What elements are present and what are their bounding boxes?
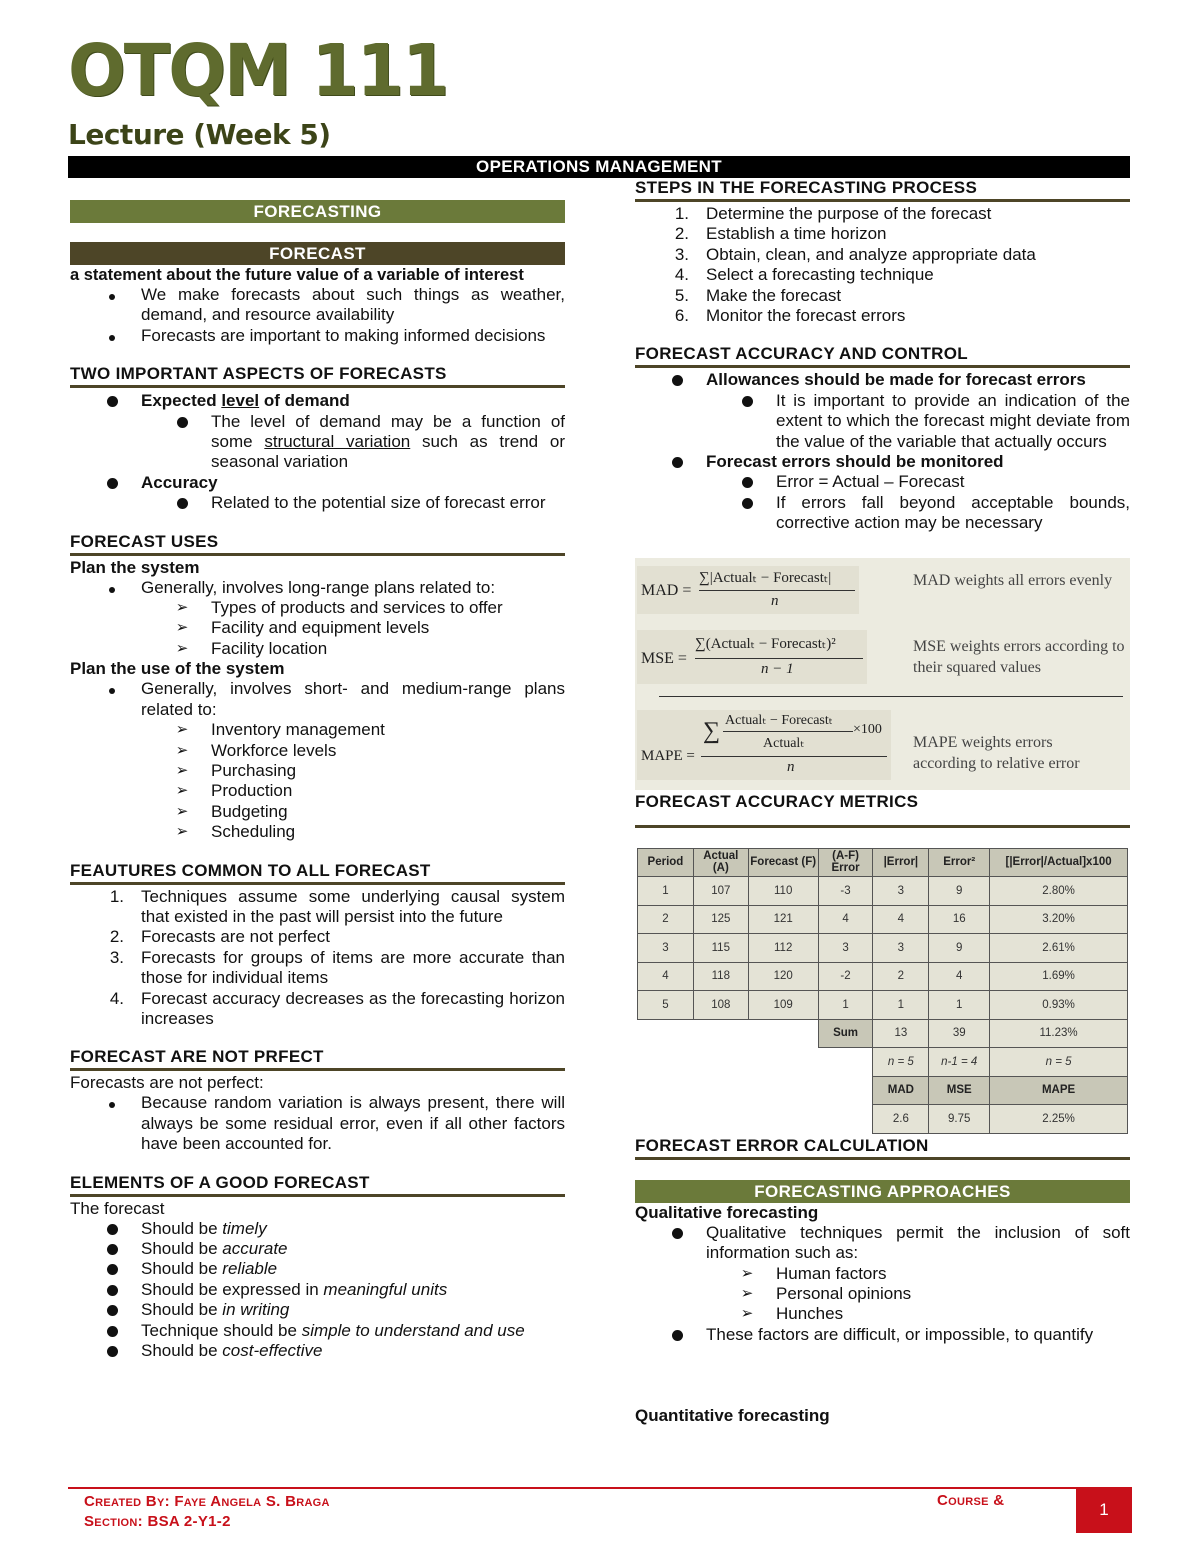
document-title: OTQM 111	[68, 30, 448, 113]
list-item: 3. Forecasts for groups of items are more accurate than those for individual items	[109, 947, 565, 988]
table-row	[638, 877, 1128, 906]
section-heading-elements: ELEMENTS OF A GOOD FORECAST	[70, 1173, 565, 1197]
list-item: Should be expressed in meaningful units	[70, 1280, 565, 1300]
table-cell: 2.25%	[990, 1105, 1128, 1134]
section-heading-not-perfect: FORECAST ARE NOT PRFECT	[70, 1047, 565, 1071]
table-cell: MAPE	[990, 1076, 1128, 1105]
table-cell: 4	[818, 905, 873, 934]
table-cell: 13	[873, 1019, 929, 1048]
list-item: ➢ Workforce levels	[70, 741, 565, 761]
list-item: Because random variation is always present, there will always be some residual error, even if all other factors have been accounted for.	[70, 1093, 565, 1154]
table-cell: 3.20%	[990, 905, 1128, 934]
table-cell: 4	[929, 962, 990, 991]
table-cell: 110	[748, 877, 818, 906]
list-item: If errors fall beyond acceptable bounds, corrective action may be necessary	[635, 493, 1130, 534]
footer-credits	[84, 1492, 330, 1532]
author-name: Faye Angela S. Braga	[174, 1493, 330, 1510]
forecasting-approaches-bar: FORECASTING APPROACHES	[635, 1180, 1130, 1203]
list-item: 4. Select a forecasting technique	[674, 265, 934, 285]
arrow-bullet-icon: ➢	[175, 599, 189, 617]
bullet-icon	[109, 587, 115, 593]
qualitative-title: Qualitative forecasting	[635, 1202, 819, 1222]
mad-formula: MAD = ∑|Actualₜ − Forecastₜ| n	[637, 566, 859, 614]
arrow-bullet-icon: ➢	[175, 639, 189, 657]
list-item: Allowances should be made for forecast errors	[635, 370, 1130, 390]
forecast-bar: FORECAST	[70, 242, 565, 265]
bullet-icon	[107, 1305, 118, 1316]
arrow-bullet-icon: ➢	[175, 721, 189, 739]
list-item: Generally, involves long-range plans related to:	[70, 578, 565, 598]
table-cell: MSE	[929, 1076, 990, 1105]
list-item: ➢ Types of products and services to offer	[70, 598, 565, 618]
bullet-icon	[672, 375, 683, 386]
table-cell: 3	[638, 934, 694, 963]
section-label: Section:	[84, 1513, 143, 1530]
arrow-bullet-icon: ➢	[175, 782, 189, 800]
table-header-cell: Forecast (F)	[748, 848, 818, 877]
table-cell: 1	[638, 877, 694, 906]
table-cell: 16	[929, 905, 990, 934]
list-item: Should be in writing	[70, 1300, 565, 1320]
table-cell: 9	[929, 934, 990, 963]
list-item: Should be reliable	[70, 1259, 565, 1279]
sum-label: Sum	[818, 1019, 873, 1048]
table-header-row	[638, 848, 1128, 877]
list-item: ➢ Budgeting	[70, 802, 565, 822]
bullet-icon	[177, 498, 188, 509]
not-perfect-intro: Forecasts are not perfect:	[70, 1073, 264, 1093]
formula-divider	[659, 696, 1123, 697]
list-item: ➢ Production	[70, 781, 565, 801]
list-item: We make forecasts about such things as weather, demand, and resource availability	[70, 285, 565, 326]
list-item: 1. Determine the purpose of the forecast	[674, 204, 992, 223]
table-cell: 1.69%	[990, 962, 1128, 991]
list-item: These factors are difficult, or impossible, to quantify	[635, 1325, 1130, 1345]
forecast-definition: a statement about the future value of a variable of interest	[70, 266, 524, 284]
mse-note: MSE weights errors according to their squared values	[913, 637, 1125, 676]
arrow-bullet-icon: ➢	[175, 619, 189, 637]
course-topic-bar: OPERATIONS MANAGEMENT	[68, 156, 1130, 178]
table-cell: 2.61%	[990, 934, 1128, 963]
table-cell: 9	[929, 877, 990, 906]
quantitative-title: Quantitative forecasting	[635, 1406, 830, 1426]
bullet-icon	[109, 1102, 115, 1108]
table-cell: 120	[748, 962, 818, 991]
bullet-icon	[107, 1346, 118, 1357]
error-formulas-figure	[635, 558, 1130, 790]
list-item: 4. Forecast accuracy decreases as the forecasting horizon increases	[109, 988, 565, 1028]
bullet-icon	[742, 396, 753, 407]
table-cell: 1	[929, 991, 990, 1020]
list-item: ➢ Human factors	[635, 1264, 1130, 1284]
table-row	[638, 905, 1128, 934]
table-cell: 2.6	[873, 1105, 929, 1134]
table-cell: 108	[693, 991, 748, 1020]
table-row	[638, 991, 1128, 1020]
metrics-table	[637, 848, 1128, 1134]
section-value: BSA 2-Y1-2	[147, 1513, 231, 1530]
mape-note: MAPE weights errors according to relative error	[913, 733, 1080, 772]
section-heading-features: FEAUTURES COMMON TO ALL FORECAST	[70, 861, 565, 885]
list-item: It is important to provide an indication of the extent to which the forecast might deviate from the value of the variable that actually occurs	[635, 391, 1130, 452]
table-header-cell: Actual (A)	[693, 848, 748, 877]
list-item: ➢ Hunches	[635, 1304, 1130, 1324]
list-item: Should be accurate	[70, 1239, 565, 1259]
table-row	[638, 962, 1128, 991]
arrow-bullet-icon: ➢	[175, 741, 189, 759]
table-cell: 9.75	[929, 1105, 990, 1134]
table-cell: 4	[638, 962, 694, 991]
mse-formula: MSE = ∑(Actualₜ − Forecastₜ)² n − 1	[637, 630, 867, 684]
list-item: Expected level of demand	[70, 391, 565, 411]
table-cell: n = 5	[990, 1048, 1128, 1077]
bullet-icon	[107, 1244, 118, 1255]
table-cell: 39	[929, 1019, 990, 1048]
list-item: Error = Actual – Forecast	[635, 472, 1130, 492]
table-cell: n-1 = 4	[929, 1048, 990, 1077]
bullet-icon	[107, 478, 118, 489]
list-item: ➢ Inventory management	[70, 720, 565, 740]
table-header-cell: [|Error|/Actual]x100	[990, 848, 1128, 877]
section-heading-accuracy-control: FORECAST ACCURACY AND CONTROL	[635, 344, 1130, 368]
plan-use-title: Plan the use of the system	[70, 659, 285, 679]
list-item: 2. Establish a time horizon	[674, 224, 887, 244]
table-metric-value-row	[638, 1105, 1128, 1134]
section-heading-error-calculation: FORECAST ERROR CALCULATION	[635, 1136, 1130, 1160]
list-item: 2. Forecasts are not perfect	[109, 927, 330, 947]
table-cell: 125	[693, 905, 748, 934]
table-sum-row	[638, 1019, 1128, 1048]
list-item: Forecasts are important to making informed decisions	[70, 326, 565, 346]
bullet-icon	[672, 1330, 683, 1341]
list-item: ➢ Personal opinions	[635, 1284, 1130, 1304]
bullet-icon	[742, 477, 753, 488]
arrow-bullet-icon: ➢	[175, 823, 189, 841]
table-cell: 3	[818, 934, 873, 963]
table-cell: -2	[818, 962, 873, 991]
bullet-icon	[742, 498, 753, 509]
table-cell: 5	[638, 991, 694, 1020]
table-n-row	[638, 1048, 1128, 1077]
arrow-bullet-icon: ➢	[740, 1284, 754, 1302]
table-row	[638, 934, 1128, 963]
list-item: The level of demand may be a function of some structural variation such as trend or seasonal variation	[70, 412, 565, 473]
list-item: Should be cost-effective	[70, 1341, 565, 1361]
section-heading-aspects: TWO IMPORTANT ASPECTS OF FORECASTS	[70, 364, 565, 388]
mad-note: MAD weights all errors evenly	[913, 571, 1113, 589]
created-by-label: Created By:	[84, 1493, 170, 1510]
list-item: ➢ Facility and equipment levels	[70, 618, 565, 638]
table-cell: n = 5	[873, 1048, 929, 1077]
arrow-bullet-icon: ➢	[740, 1305, 754, 1323]
bullet-icon	[107, 1326, 118, 1337]
list-item: Qualitative techniques permit the inclusion of soft information such as:	[635, 1223, 1130, 1264]
table-header-cell: (A-F) Error	[818, 848, 873, 877]
list-item: Should be timely	[70, 1219, 565, 1239]
bullet-icon	[177, 417, 188, 428]
bullet-icon	[672, 1228, 683, 1239]
arrow-bullet-icon: ➢	[175, 802, 189, 820]
list-item: 6. Monitor the forecast errors	[674, 306, 906, 326]
table-header-cell: |Error|	[873, 848, 929, 877]
table-cell: 109	[748, 991, 818, 1020]
table-cell: 118	[693, 962, 748, 991]
table-cell: 11.23%	[990, 1019, 1128, 1048]
table-cell: 1	[873, 991, 929, 1020]
table-cell: 2	[873, 962, 929, 991]
course-label: Course &	[937, 1492, 1005, 1509]
table-header-cell: Period	[638, 848, 694, 877]
table-cell: 107	[693, 877, 748, 906]
section-heading-uses: FORECAST USES	[70, 532, 565, 556]
list-item: ➢ Purchasing	[70, 761, 565, 781]
right-column	[635, 178, 1130, 1426]
footer-rule	[68, 1487, 1076, 1489]
elements-intro: The forecast	[70, 1198, 165, 1218]
metrics-rule	[635, 825, 1130, 828]
table-cell: 0.93%	[990, 991, 1128, 1020]
section-heading-metrics: FORECAST ACCURACY METRICS	[635, 791, 919, 811]
page-number: 1	[1076, 1487, 1132, 1533]
arrow-bullet-icon: ➢	[740, 1264, 754, 1282]
list-item: Forecast errors should be monitored	[635, 452, 1130, 472]
table-cell: 3	[873, 877, 929, 906]
list-item: ➢ Facility location	[70, 639, 565, 659]
table-cell: -3	[818, 877, 873, 906]
bullet-icon	[109, 335, 115, 341]
table-cell: 2.80%	[990, 877, 1128, 906]
bullet-icon	[107, 396, 118, 407]
left-column	[70, 180, 565, 1361]
section-heading-steps: STEPS IN THE FORECASTING PROCESS	[635, 178, 1130, 202]
bullet-icon	[672, 457, 683, 468]
list-item: 3. Obtain, clean, and analyze appropriate data	[674, 244, 1036, 264]
table-header-cell: Error²	[929, 848, 990, 877]
list-item: Generally, involves short- and medium-range plans related to:	[70, 679, 565, 720]
table-cell: 112	[748, 934, 818, 963]
table-cell: 4	[873, 905, 929, 934]
plan-system-title: Plan the system	[70, 557, 200, 577]
document-subtitle: Lecture (Week 5)	[68, 118, 331, 151]
bullet-icon	[107, 1285, 118, 1296]
forecasting-bar: FORECASTING	[70, 200, 565, 223]
bullet-icon	[107, 1264, 118, 1275]
mape-formula: MAPE = ∑ Actualₜ − Forecastₜ Actualₜ ×100 n	[637, 710, 891, 780]
table-metric-label-row	[638, 1076, 1128, 1105]
list-item: Technique should be simple to understand and use	[70, 1321, 565, 1341]
bullet-icon	[109, 294, 115, 300]
table-cell: 115	[693, 934, 748, 963]
bullet-icon	[107, 1224, 118, 1235]
list-item: Accuracy	[70, 473, 565, 493]
table-cell: 121	[748, 905, 818, 934]
list-item: 5. Make the forecast	[674, 285, 842, 305]
table-cell: MAD	[873, 1076, 929, 1105]
list-item: Related to the potential size of forecast error	[70, 493, 565, 513]
list-item: 1. Techniques assume some underlying causal system that existed in the past will persist into the future	[109, 886, 565, 926]
table-cell: 1	[818, 991, 873, 1020]
arrow-bullet-icon: ➢	[175, 761, 189, 779]
bullet-icon	[109, 688, 115, 694]
list-item: ➢ Scheduling	[70, 822, 565, 842]
table-cell: 3	[873, 934, 929, 963]
table-cell: 2	[638, 905, 694, 934]
